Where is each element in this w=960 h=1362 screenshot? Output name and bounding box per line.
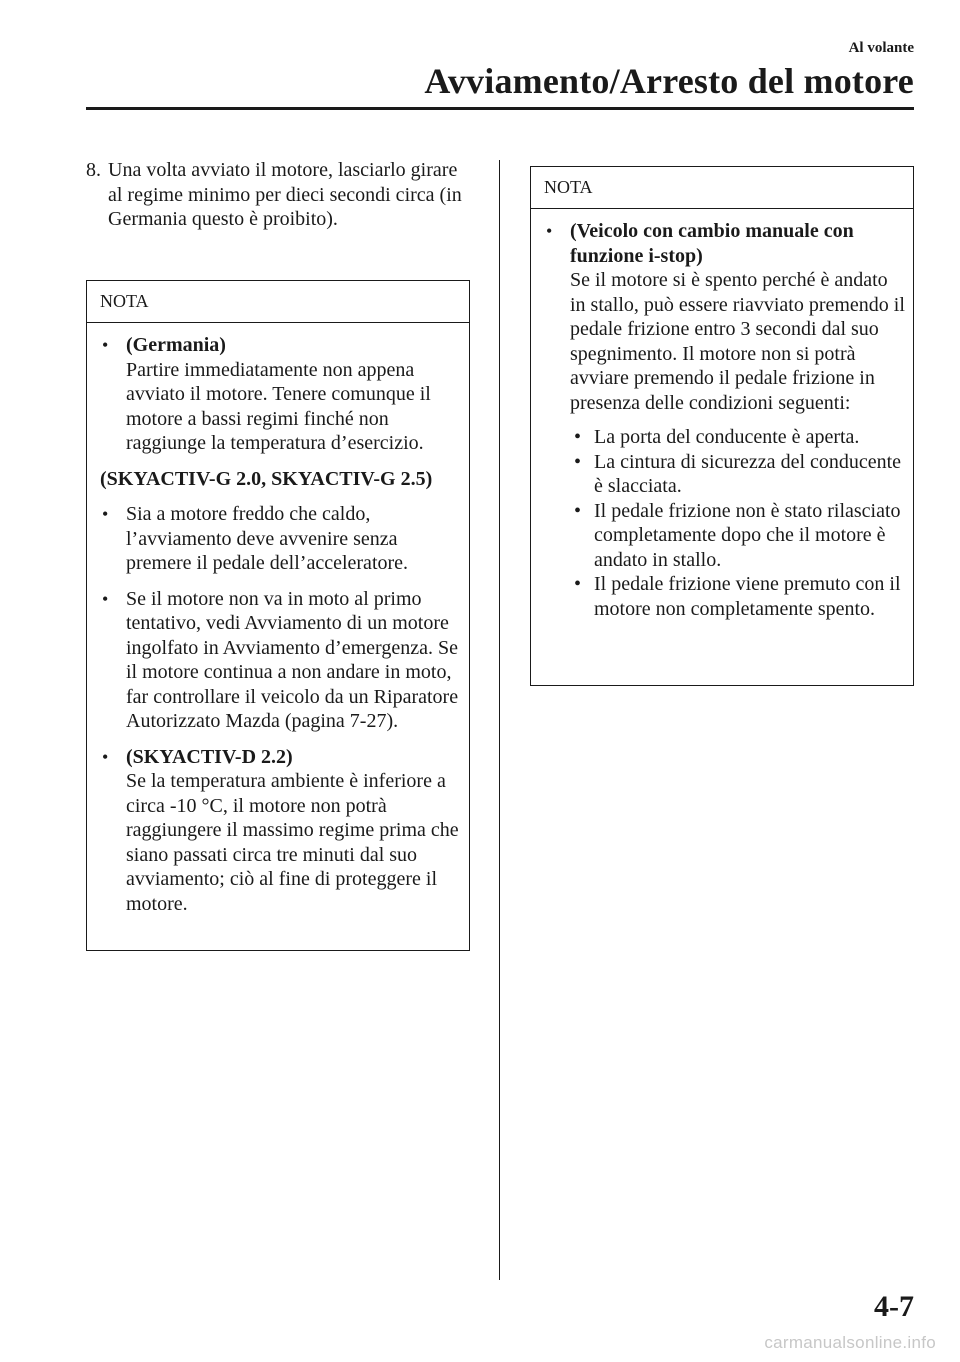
sub-bullet-icon: • [574, 450, 582, 473]
condition-item [574, 450, 905, 499]
group-label: (SKYACTIV-G 2.0, SKYACTIV-G 2.5) [100, 467, 433, 490]
note-body [87, 323, 469, 916]
note-bullet [100, 587, 461, 734]
page-title: Avviamento/Arresto del motore [424, 61, 914, 101]
bullet-text: Se il motore non va in moto al primo tentativo, vedi Avviamento di un motore ingolfato in Avviamento d’emergenza. Se il motore continua a non andare in moto, far controllare il veicolo da un Riparatore Autorizzato Mazda (pagina 7-27). [126, 587, 459, 732]
condition-item [574, 572, 905, 621]
page-number: 4-7 [874, 1290, 914, 1323]
condition-list [574, 425, 905, 621]
condition-text: Il pedale frizione viene premuto con il motore non completamente spento. [594, 573, 901, 620]
condition-text: Il pedale frizione non è stato rilasciato completamente dopo che il motore è andato in stallo. [594, 499, 901, 571]
bullet-bold-label: (Germania) [126, 334, 226, 356]
bullet-text: Se il motore si è spento perché è andato in stallo, può essere riavviato premendo il pedale frizione entro 3 secondi dal suo spegnimento. Il motore non si potrà avviare premendo il pedale frizione in presenza delle condizioni seguenti: [570, 269, 905, 414]
bullet-icon: • [102, 746, 109, 767]
step-8 [86, 158, 476, 232]
step-text: Una volta avviato il motore, lasciarlo girare al regime minimo per dieci secondi circa (in Germania questo è proibito). [108, 159, 462, 230]
step-number: 8. [86, 159, 101, 181]
bullet-icon: • [546, 221, 553, 241]
note-bullet [544, 219, 905, 621]
note-heading: NOTA [87, 281, 469, 323]
watermark: carmanualsonline.info [764, 1333, 936, 1352]
sub-bullet-icon: • [574, 426, 582, 448]
column-divider [499, 160, 500, 1280]
sub-bullet-icon: • [574, 499, 582, 522]
condition-item [574, 499, 905, 573]
condition-text: La porta del conducente è aperta. [594, 426, 860, 448]
bullet-bold-label: (Veicolo con cambio manuale con funzione i-stop) [570, 220, 854, 267]
note-box-left [86, 280, 470, 951]
note-box-right [530, 166, 914, 686]
sub-bullet-icon: • [574, 573, 582, 595]
bullet-bold-label: (SKYACTIV-D 2.2) [126, 745, 293, 768]
bullet-icon: • [102, 335, 109, 355]
note-body [531, 209, 913, 621]
condition-text: La cintura di sicurezza del conducente è slacciata. [594, 450, 902, 497]
bullet-icon: • [102, 504, 109, 524]
bullet-text: Se la temperatura ambiente è inferiore a circa -10 °C, il motore non potrà raggiungere il massimo regime prima che siano passati circa tre minuti dal suo avviamento; ciò al fine di proteggere il motore. [126, 770, 459, 915]
condition-item [574, 425, 905, 450]
bullet-text: Sia a motore freddo che caldo, l’avviamento deve avvenire senza premere il pedale dell’acceleratore. [126, 503, 409, 574]
bullet-text: Partire immediatamente non appena avviato il motore. Tenere comunque il motore a bassi regimi finché non raggiunge la temperatura d’esercizio. [126, 358, 431, 454]
bullet-icon: • [102, 588, 109, 609]
note-bullet [100, 745, 461, 917]
note-bullet [100, 502, 461, 576]
note-heading: NOTA [531, 167, 913, 209]
header-rule [86, 107, 914, 110]
note-bullet [100, 333, 461, 456]
section-label: Al volante [848, 40, 914, 56]
